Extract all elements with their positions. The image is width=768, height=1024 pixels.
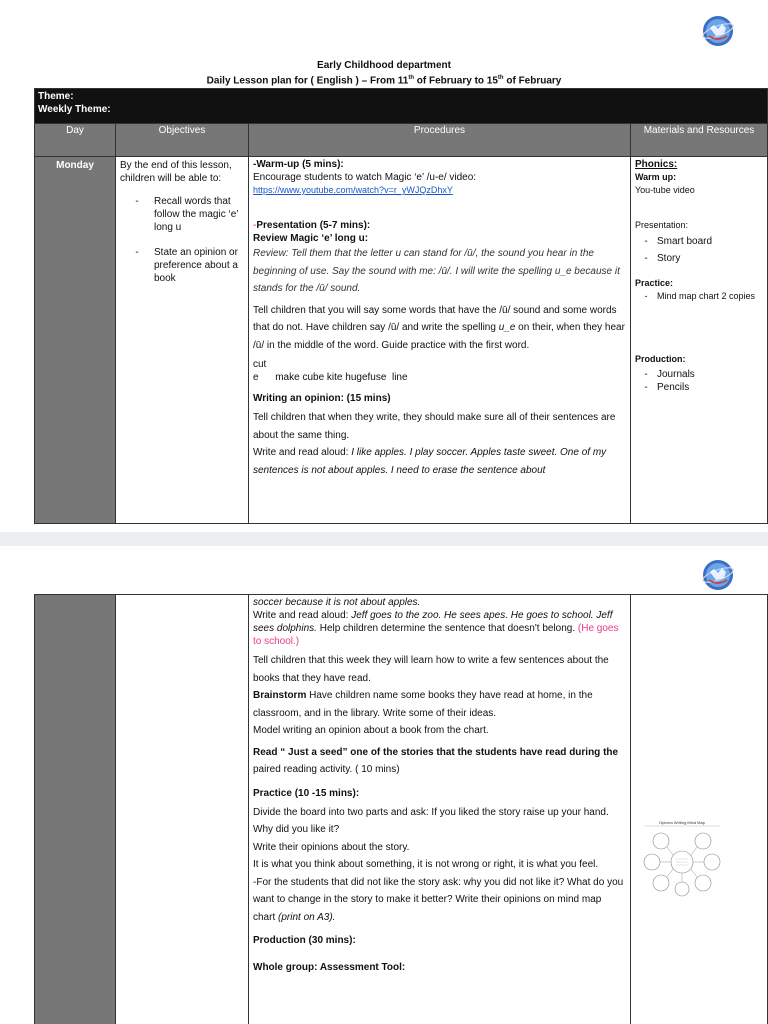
department-title: Early Childhood department [317, 60, 451, 71]
practice-title: Practice (10 -15 mins): [253, 787, 360, 799]
lesson-plan-table-continued [34, 594, 768, 1024]
read-story-text: Read “ Just a seed” one of the stories that the students have read during the paired reading activity. ( 10 mins) [253, 746, 619, 775]
warmup-text: Encourage students to watch Magic ‘e’ /u-e/ video: [253, 172, 477, 183]
write-opinions-text: Write their opinions about the story. [253, 841, 410, 853]
opinion-text: Tell children that when they write, they should make sure all of their sentences are about the same thing. [253, 412, 616, 441]
phonics-label: Phonics: [635, 159, 678, 170]
school-logo [701, 558, 735, 592]
procedures-cell-continued [249, 595, 631, 1024]
material-item: - Story [644, 253, 681, 264]
presentation-title: -Presentation (5-7 mins): [253, 220, 371, 231]
plan-title: Daily Lesson plan for ( English ) – From 11th of February to 15th of February [206, 75, 562, 87]
monday-row [35, 157, 768, 524]
example-words-1: cut [253, 359, 267, 370]
day-cell-continued [35, 595, 116, 1024]
practice-materials [635, 290, 763, 303]
objectives-cell [116, 157, 249, 524]
mind-map-title: Opinion Writing Mind Map [659, 820, 705, 825]
video-link[interactable]: https://www.youtube.com/watch?v=r_yWJQzDhxY [253, 185, 453, 195]
header-day: Day [35, 124, 116, 157]
document-header [0, 59, 768, 87]
lesson-plan-table [34, 88, 768, 524]
practice-label: Practice: [635, 278, 674, 288]
example-words-2: e make cube kite hugefuse line [253, 372, 408, 383]
warmup-material: You-tube video [635, 185, 695, 195]
opinion-title: Writing an opinion: (15 mins) [253, 393, 391, 404]
mind-map-diagram [639, 817, 725, 901]
model-text: Model writing an opinion about a book from the chart. [253, 725, 489, 736]
assessment-title: Whole group: Assessment Tool: [253, 962, 406, 973]
read-aloud-text: Write and read aloud: I like apples. I play soccer. Apples taste sweet. One of my sentences is not about apples. I need to erase the sentence about [253, 447, 607, 476]
material-item: - Journals [644, 369, 695, 380]
tell-children-books: Tell children that this week they will learn how to write a few sentences about the books that they have read. [253, 655, 609, 684]
objective-item: - Recall words that follow the magic ‘e’ long u [135, 196, 239, 233]
objectives-list [120, 195, 244, 285]
review-title: Review Magic ‘e’ long u: [253, 233, 369, 244]
presentation-label: Presentation: [635, 220, 689, 230]
procedures-cell [249, 157, 631, 524]
practice-text: Divide the board into two parts and ask: If you liked the story raise up your hand. Why did you like it? [253, 806, 609, 835]
day-cell: Monday [35, 157, 116, 524]
read-aloud-text-2: Write and read aloud: Jeff goes to the zoo. He sees apes. He goes to school. Jeff sees dolphins. Help children determine the sentence that doesn't belong. (He goes to school.) [253, 610, 619, 647]
document-page-2 [0, 546, 768, 1024]
tell-children-text: Tell children that you will say some words that have the /ū/ sound and some words that do not. Have children say /ū/ and write the spelling u_e on their, when they hear /ū/ in the middle of the word. Guide practice with the first word. [253, 304, 625, 351]
monday-row-continued [35, 595, 768, 1024]
header-materials: Materials and Resources [631, 124, 768, 157]
opinion-definition: It is what you think about something, it is not wrong or right, it is what you feel. [253, 859, 599, 870]
material-item: - Pencils [644, 382, 690, 393]
header-objectives: Objectives [116, 124, 249, 157]
dislike-text: -For the students that did not like the story ask: why you did not like it? What do you want to change in the story to make it better? Write their opinions on mind map chart (print on A3). [253, 876, 624, 923]
production-materials [635, 368, 763, 394]
objectives-intro: By the end of this lesson, children will be able to: [120, 160, 232, 184]
materials-cell [631, 157, 768, 524]
warmup-label: Warm up: [635, 172, 677, 182]
material-item: - Smart board [644, 236, 713, 247]
objectives-cell-continued [116, 595, 249, 1024]
objective-item: - State an opinion or preference about a book [135, 247, 238, 284]
warmup-title: -Warm-up (5 mins): [253, 159, 344, 170]
continued-text: soccer because it is not about apples. [253, 597, 421, 608]
review-text: Review: Tell them that the letter u can stand for /ū/, the sound you hear in the beginning of use. Say the sound with me: /ū/. I will write the spelling u_e because it stands for the /ū/ sound. [253, 248, 620, 294]
column-header-row [35, 124, 768, 157]
production-label: Production: [635, 354, 686, 364]
materials-cell-continued [631, 595, 768, 1024]
mind-map-chart-image [639, 817, 725, 901]
material-item: - Mind map chart 2 copies [644, 291, 756, 301]
answer-text: (He goes to school.) [253, 623, 619, 647]
brainstorm-text: Brainstorm Have children name some books they have read at home, in the classroom, and in the library. Write some of their ideas. [253, 690, 593, 719]
theme-label: Theme: [38, 91, 74, 102]
presentation-materials [635, 235, 763, 265]
weekly-theme-label: Weekly Theme: [38, 104, 111, 115]
theme-row [35, 89, 768, 124]
header-procedures: Procedures [249, 124, 631, 157]
production-title: Production (30 mins): [253, 935, 356, 946]
school-logo [701, 14, 735, 48]
